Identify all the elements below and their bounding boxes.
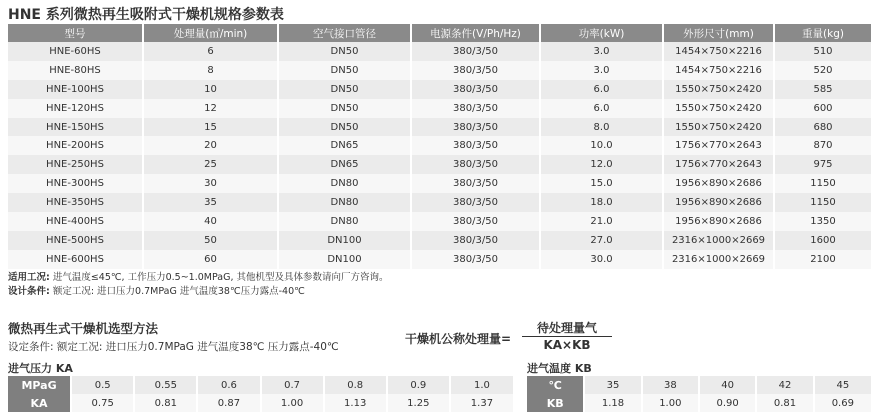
- note-design-text: 额定工况: 进口压力0.7MPaG 进气温度38℃压力露点-40℃: [49, 286, 305, 297]
- cell-weight: 1150: [774, 193, 871, 212]
- cell-weight: 520: [774, 61, 871, 80]
- kb-factor-label: KB: [527, 394, 584, 412]
- header-weight: 重量(kg): [774, 24, 871, 42]
- cell-capacity: 25: [143, 155, 278, 174]
- cell-power: 6.0: [540, 80, 663, 99]
- ka-factor-cell: 1.00: [261, 394, 324, 412]
- ka-value-cell: 0.8: [324, 376, 387, 394]
- cell-dimensions: 1756×770×2643: [663, 136, 774, 155]
- cell-dimensions: 1454×750×2216: [663, 42, 774, 61]
- cell-model: HNE-350HS: [8, 193, 143, 212]
- cell-weight: 600: [774, 99, 871, 118]
- cell-power-supply: 380/3/50: [411, 80, 540, 99]
- cell-power-supply: 380/3/50: [411, 99, 540, 118]
- page-title: HNE 系列微热再生吸附式干燥机规格参数表: [8, 7, 284, 23]
- note-applicable-label: 适用工况:: [8, 272, 50, 283]
- cell-model: HNE-400HS: [8, 212, 143, 231]
- cell-capacity: 15: [143, 118, 278, 137]
- cell-power-supply: 380/3/50: [411, 174, 540, 193]
- cell-capacity: 40: [143, 212, 278, 231]
- header-capacity: 处理量(㎥/min): [143, 24, 278, 42]
- cell-model: HNE-100HS: [8, 80, 143, 99]
- kb-value-cell: 45: [814, 376, 871, 394]
- cell-dimensions: 1756×770×2643: [663, 155, 774, 174]
- cell-connection: DN100: [278, 250, 411, 269]
- selection-title: 微热再生式干燥机选型方法: [8, 321, 159, 336]
- table-row: [8, 231, 871, 250]
- cell-capacity: 30: [143, 174, 278, 193]
- kb-factor-cell: 1.18: [584, 394, 641, 412]
- table-row: [8, 61, 871, 80]
- table-row: [8, 250, 871, 269]
- cell-dimensions: 2316×1000×2669: [663, 231, 774, 250]
- cell-weight: 1600: [774, 231, 871, 250]
- header-power: 功率(kW): [540, 24, 663, 42]
- ka-value-cell: 0.7: [261, 376, 324, 394]
- kb-value-cell: 40: [699, 376, 756, 394]
- note-applicable-text: 进气温度≤45℃, 工作压力0.5~1.0MPaG, 其他机型及具体参数请向厂方咨询。: [49, 272, 389, 283]
- table-row: [8, 212, 871, 231]
- formula-label: 干燥机公称处理量=: [405, 332, 512, 346]
- ka-factor-cell: 1.37: [450, 394, 513, 412]
- cell-dimensions: 1550×750×2420: [663, 80, 774, 99]
- cell-model: HNE-600HS: [8, 250, 143, 269]
- cell-weight: 870: [774, 136, 871, 155]
- cell-weight: 2100: [774, 250, 871, 269]
- formula-denominator: KA×KB: [543, 338, 591, 352]
- cell-model: HNE-150HS: [8, 118, 143, 137]
- ka-factor-cell: 1.25: [387, 394, 450, 412]
- table-row: [8, 80, 871, 99]
- note-design-label: 设计条件:: [8, 286, 50, 297]
- cell-power-supply: 380/3/50: [411, 136, 540, 155]
- cell-weight: 1150: [774, 174, 871, 193]
- spec-header-row: [8, 24, 871, 42]
- ka-factor-cell: 0.87: [197, 394, 260, 412]
- cell-weight: 1350: [774, 212, 871, 231]
- cell-weight: 680: [774, 118, 871, 137]
- cell-power-supply: 380/3/50: [411, 61, 540, 80]
- ka-table: [8, 376, 513, 412]
- cell-dimensions: 1956×890×2686: [663, 174, 774, 193]
- cell-model: HNE-80HS: [8, 61, 143, 80]
- cell-model: HNE-500HS: [8, 231, 143, 250]
- ka-value-cell: 0.55: [134, 376, 197, 394]
- ka-value-cell: 0.6: [197, 376, 260, 394]
- ka-unit-label: MPaG: [8, 376, 71, 394]
- note-applicable: [8, 269, 389, 283]
- header-power-supply: 电源条件(V/Ph/Hz): [411, 24, 540, 42]
- cell-power: 27.0: [540, 231, 663, 250]
- cell-connection: DN80: [278, 174, 411, 193]
- cell-capacity: 60: [143, 250, 278, 269]
- kb-factor-cell: 0.90: [699, 394, 756, 412]
- cell-model: HNE-300HS: [8, 174, 143, 193]
- cell-connection: DN100: [278, 231, 411, 250]
- cell-weight: 510: [774, 42, 871, 61]
- cell-connection: DN50: [278, 80, 411, 99]
- table-row: [8, 136, 871, 155]
- ka-factor-row: [8, 394, 513, 412]
- ka-factor-label: KA: [8, 394, 71, 412]
- cell-dimensions: 1956×890×2686: [663, 193, 774, 212]
- cell-power-supply: 380/3/50: [411, 231, 540, 250]
- kb-value-cell: 35: [584, 376, 641, 394]
- cell-connection: DN80: [278, 212, 411, 231]
- ka-value-cell: 0.9: [387, 376, 450, 394]
- cell-weight: 975: [774, 155, 871, 174]
- table-row: [8, 42, 871, 61]
- table-row: [8, 118, 871, 137]
- cell-dimensions: 1550×750×2420: [663, 99, 774, 118]
- selection-condition: 设定条件: 额定工况: 进口压力0.7MPaG 进气温度38℃ 压力露点-40℃: [8, 341, 339, 353]
- cell-power: 3.0: [540, 61, 663, 80]
- kb-table: [527, 376, 871, 412]
- table-row: [8, 193, 871, 212]
- note-design: [8, 283, 305, 297]
- cell-connection: DN50: [278, 42, 411, 61]
- kb-factor-row: [527, 394, 871, 412]
- spec-table: [8, 24, 871, 269]
- kb-factor-cell: 0.69: [814, 394, 871, 412]
- cell-power: 12.0: [540, 155, 663, 174]
- cell-model: HNE-120HS: [8, 99, 143, 118]
- cell-dimensions: 1956×890×2686: [663, 212, 774, 231]
- ka-value-cell: 0.5: [71, 376, 134, 394]
- cell-connection: DN50: [278, 118, 411, 137]
- cell-connection: DN50: [278, 61, 411, 80]
- cell-weight: 585: [774, 80, 871, 99]
- cell-capacity: 6: [143, 42, 278, 61]
- cell-connection: DN65: [278, 136, 411, 155]
- cell-power: 8.0: [540, 118, 663, 137]
- kb-factor-cell: 0.81: [756, 394, 813, 412]
- cell-dimensions: 1550×750×2420: [663, 118, 774, 137]
- cell-connection: DN50: [278, 99, 411, 118]
- table-row: [8, 174, 871, 193]
- spec-table-body: [8, 42, 871, 269]
- kb-value-cell: 38: [642, 376, 699, 394]
- header-model: 型号: [8, 24, 143, 42]
- kb-unit-label: ℃: [527, 376, 584, 394]
- cell-model: HNE-250HS: [8, 155, 143, 174]
- table-row: [8, 99, 871, 118]
- cell-power-supply: 380/3/50: [411, 193, 540, 212]
- cell-power: 3.0: [540, 42, 663, 61]
- cell-capacity: 10: [143, 80, 278, 99]
- kb-value-cell: 42: [756, 376, 813, 394]
- cell-connection: DN65: [278, 155, 411, 174]
- cell-capacity: 20: [143, 136, 278, 155]
- formula-fraction-line: [522, 336, 612, 337]
- cell-power-supply: 380/3/50: [411, 212, 540, 231]
- cell-dimensions: 1454×750×2216: [663, 61, 774, 80]
- cell-power-supply: 380/3/50: [411, 42, 540, 61]
- header-dimensions: 外形尺寸(mm): [663, 24, 774, 42]
- cell-power: 21.0: [540, 212, 663, 231]
- kb-factor-cell: 1.00: [642, 394, 699, 412]
- cell-power: 15.0: [540, 174, 663, 193]
- cell-power: 10.0: [540, 136, 663, 155]
- cell-model: HNE-60HS: [8, 42, 143, 61]
- cell-power-supply: 380/3/50: [411, 250, 540, 269]
- kb-temperature-row: [527, 376, 871, 394]
- table-row: [8, 155, 871, 174]
- cell-capacity: 12: [143, 99, 278, 118]
- header-connection: 空气接口管径: [278, 24, 411, 42]
- cell-power-supply: 380/3/50: [411, 155, 540, 174]
- cell-dimensions: 2316×1000×2669: [663, 250, 774, 269]
- ka-factor-cell: 1.13: [324, 394, 387, 412]
- cell-capacity: 8: [143, 61, 278, 80]
- cell-power-supply: 380/3/50: [411, 118, 540, 137]
- formula-numerator: 待处理量气: [536, 321, 597, 335]
- ka-factor-cell: 0.75: [71, 394, 134, 412]
- cell-model: HNE-200HS: [8, 136, 143, 155]
- cell-capacity: 50: [143, 231, 278, 250]
- cell-connection: DN80: [278, 193, 411, 212]
- ka-title: 进气压力 KA: [8, 362, 73, 375]
- ka-factor-cell: 0.81: [134, 394, 197, 412]
- kb-title: 进气温度 KB: [527, 362, 592, 375]
- cell-power: 30.0: [540, 250, 663, 269]
- ka-pressure-row: [8, 376, 513, 394]
- cell-power: 6.0: [540, 99, 663, 118]
- cell-capacity: 35: [143, 193, 278, 212]
- ka-value-cell: 1.0: [450, 376, 513, 394]
- cell-power: 18.0: [540, 193, 663, 212]
